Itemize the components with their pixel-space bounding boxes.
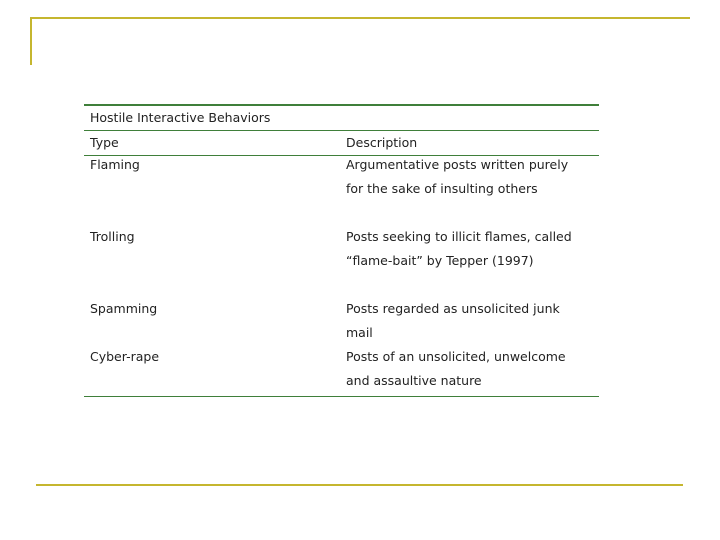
header-description: Description bbox=[346, 135, 418, 150]
slide-frame-left-line bbox=[30, 17, 32, 65]
row-spacer bbox=[84, 204, 599, 228]
row-type-cyber-rape: Cyber-rape bbox=[90, 349, 160, 364]
row-description-line: “flame-bait” by Tepper (1997) bbox=[346, 253, 534, 268]
hostile-behaviors-table bbox=[84, 104, 599, 397]
row-description-line: Posts seeking to illicit flames, called bbox=[346, 229, 572, 244]
row-description-line: Posts regarded as unsolicited junk bbox=[346, 301, 560, 316]
table-bottom-rule bbox=[84, 396, 599, 397]
row-type-spamming: Spamming bbox=[90, 301, 158, 316]
row-spacer bbox=[84, 276, 599, 300]
row-description-line: for the sake of insulting others bbox=[346, 181, 538, 196]
table-header-row bbox=[84, 131, 599, 155]
row-description-line: and assaultive nature bbox=[346, 373, 482, 388]
row-description-line: mail bbox=[346, 325, 373, 340]
table-row bbox=[84, 228, 599, 276]
row-type-trolling: Trolling bbox=[90, 229, 135, 244]
row-description-line: Argumentative posts written purely bbox=[346, 157, 569, 172]
row-type-flaming: Flaming bbox=[90, 157, 140, 172]
table-row bbox=[84, 348, 599, 396]
row-description-line: Posts of an unsolicited, unwelcome bbox=[346, 349, 566, 364]
slide-frame-top-line bbox=[30, 17, 690, 19]
table-caption: Hostile Interactive Behaviors bbox=[90, 110, 271, 125]
table-row bbox=[84, 156, 599, 204]
header-type: Type bbox=[90, 135, 119, 150]
slide-frame-bottom-line bbox=[36, 484, 683, 486]
table-row bbox=[84, 300, 599, 348]
